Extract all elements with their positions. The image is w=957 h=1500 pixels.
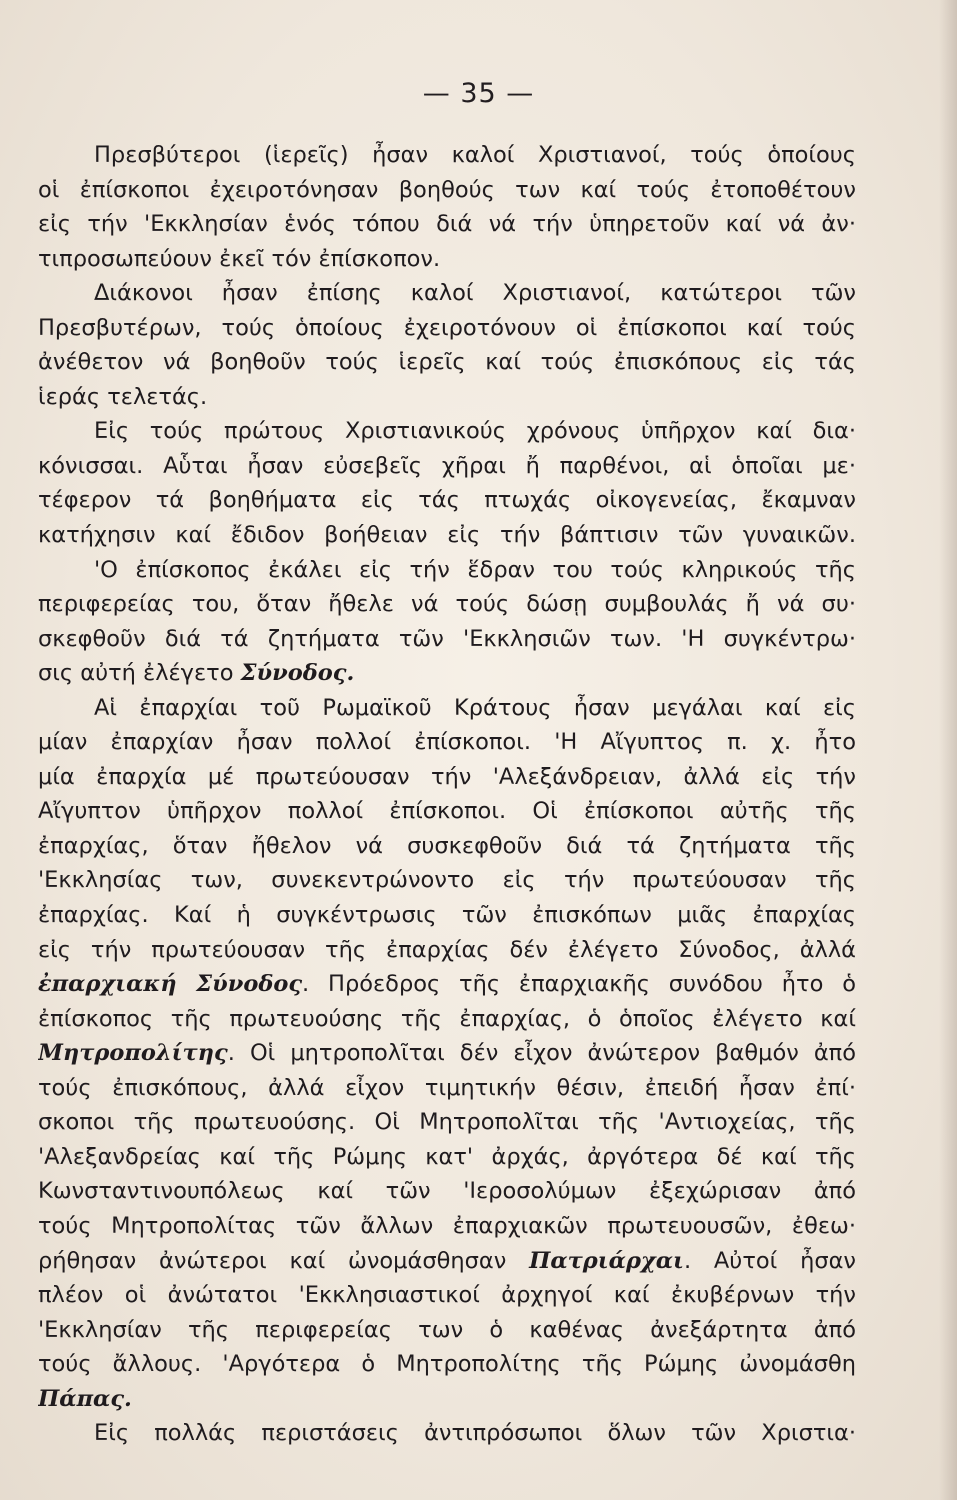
text-line: Κωνσταντινουπόλεως καί τῶν 'Ιεροσολύμων ἐξεχώρισαν ἀπό xyxy=(38,1178,856,1205)
text-run: σις αὐτή ἐλέγετο xyxy=(38,660,241,687)
text-line: 'Εκκλησίας των, συνεκεντρώνοντο εἰς τήν πρωτεύουσαν τῆς xyxy=(38,867,856,894)
text-line: ἐπαρχίας, ὅταν ἤθελον νά συσκεφθοῦν διά τά ζητήματα τῆς xyxy=(38,832,856,859)
text-run: . Οἱ μητροπολῖται δέν εἶχον ἀνώτερον βαθμόν ἀπό xyxy=(227,1040,856,1067)
text-line: Αἴγυπτον ὑπῆρχον πολλοί ἐπίσκοποι. Οἱ ἐπίσκοποι αὐτῆς τῆς xyxy=(38,798,856,825)
text-line: Εἰς τούς πρώτους Χριστιανικούς χρόνους ὑπῆρχον καί δια· xyxy=(94,418,856,445)
text-line: ἱεράς τελετάς. xyxy=(38,383,208,410)
text-line: εἰς τήν πρωτεύουσαν τῆς ἐπαρχίας δέν ἐλέγετο Σύνοδος, ἀλλά xyxy=(38,936,856,963)
text-line: Αἱ ἐπαρχίαι τοῦ Ρωμαϊκοῦ Κράτους ἦσαν μεγάλαι καί εἰς xyxy=(94,694,856,721)
text-line: εἰς τήν 'Εκκλησίαν ἑνός τόπου διά νά τήν ὑπηρετοῦν καί νά ἀν· xyxy=(38,211,856,238)
text-run: . Αὐτοί ἦσαν xyxy=(683,1247,856,1274)
text-line: ἐπαρχίας. Καί ἡ συγκέντρωσις τῶν ἐπισκόπων μιᾶς ἐπαρχίας xyxy=(38,902,856,929)
text-line: Πρεσβύτεροι (ἱερεῖς) ἦσαν καλοί Χριστιανοί, τούς ὁποίους xyxy=(94,142,856,168)
page-edge-shadow xyxy=(939,0,957,1500)
text-line: τιπροσωπεύουν ἐκεῖ τόν ἐπίσκοπον. xyxy=(38,245,441,272)
text-line: τούς ἐπισκόπους, ἀλλά εἶχον τιμητικήν θέσιν, ἐπειδή ἦσαν ἐπί· xyxy=(38,1074,856,1101)
text-line: τέφερον τά βοηθήματα εἰς τάς πτωχάς οἰκογενείας, ἔκαμναν xyxy=(38,487,856,514)
text-line: σκοποι τῆς πρωτευούσης. Οἱ Μητροπολῖται τῆς 'Αντιοχείας, τῆς xyxy=(38,1109,856,1136)
text-line: 'Ο ἐπίσκοπος ἐκάλει εἰς τήν ἕδραν του τούς κληρικούς τῆς xyxy=(94,556,856,583)
text-line: Πρεσβυτέρων, τούς ὁποίους ἐχειροτόνουν οἱ ἐπίσκοποι καί τούς xyxy=(38,314,856,341)
text-line xyxy=(38,967,856,1002)
emphasized-term: Μητροπολίτης xyxy=(38,1040,228,1067)
text-line xyxy=(38,1244,856,1279)
text-line: Εἰς πολλάς περιστάσεις ἀντιπρόσωποι ὅλων τῶν Χριστια· xyxy=(94,1420,856,1447)
text-line xyxy=(38,656,856,691)
text-line: μίαν ἐπαρχίαν ἦσαν πολλοί ἐπίσκοποι. 'Η Αἴγυπτος π. χ. ἦτο xyxy=(38,729,856,756)
text-line: κατήχησιν καί ἔδιδον βοήθειαν εἰς τήν βάπτισιν τῶν γυναικῶν. xyxy=(38,522,856,549)
text-line: Διάκονοι ἦσαν ἐπίσης καλοί Χριστιανοί, κατώτεροι τῶν xyxy=(94,280,856,307)
emphasized-term: Πατριάρχαι xyxy=(529,1247,684,1274)
text-line xyxy=(38,1382,856,1417)
emphasized-term: Σύνοδος. xyxy=(240,660,355,687)
text-run: . Πρόεδρος τῆς ἐπαρχιακῆς συνόδου ἦτο ὁ xyxy=(302,971,856,998)
emphasized-term: Πάπας. xyxy=(38,1385,132,1412)
text-line: ἀνέθετον νά βοηθοῦν τούς ἱερεῖς καί τούς ἐπισκόπους εἰς τάς xyxy=(38,349,856,376)
text-line: κόνισσαι. Αὗται ἦσαν εὐσεβεῖς χῆραι ἤ παρθένοι, αἱ ὁποῖαι με· xyxy=(38,452,856,479)
text-line: ἐπίσκοπος τῆς πρωτευούσης τῆς ἐπαρχίας, ὁ ὁποῖος ἐλέγετο καί xyxy=(38,1005,856,1032)
text-line: μία ἐπαρχία μέ πρωτεύουσαν τήν 'Αλεξάνδρειαν, ἀλλά εἰς τήν xyxy=(38,763,856,790)
text-line: σκεφθοῦν διά τά ζητήματα τῶν 'Εκκλησιῶν των. 'Η συγκέντρω· xyxy=(38,625,856,652)
text-line: πλέον οἱ ἀνώτατοι 'Εκκλησιαστικοί ἀρχηγοί καί ἐκυβέρνων τήν xyxy=(38,1282,856,1309)
page-number: — 35 — xyxy=(422,78,535,109)
text-line: τούς ἄλλους. 'Αργότερα ὁ Μητροπολίτης τῆς Ρώμης ὠνομάσθη xyxy=(38,1351,856,1378)
text-line xyxy=(38,1036,856,1071)
text-line: περιφερείας του, ὅταν ἤθελε νά τούς δώσῃ συμβουλάς ἤ νά συ· xyxy=(38,591,856,618)
text-line: τούς Μητροπολίτας τῶν ἄλλων ἐπαρχιακῶν πρωτευουσῶν, ἐθεω· xyxy=(38,1212,856,1239)
text-run: ρήθησαν ἀνώτεροι καί ὠνομάσθησαν xyxy=(38,1247,530,1274)
text-line: 'Αλεξανδρείας καί τῆς Ρώμης κατ' ἀρχάς, ἀργότερα δέ καί τῆς xyxy=(38,1143,856,1170)
text-line: 'Εκκλησίαν τῆς περιφερείας των ὁ καθένας ἀνεξάρτητα ἀπό xyxy=(38,1316,856,1343)
emphasized-term: ἐπαρχιακή Σύνοδος xyxy=(38,971,303,998)
text-line: οἱ ἐπίσκοποι ἐχειροτόνησαν βοηθούς των καί τούς ἐτοποθέτουν xyxy=(38,176,856,203)
body-text xyxy=(38,138,856,1451)
